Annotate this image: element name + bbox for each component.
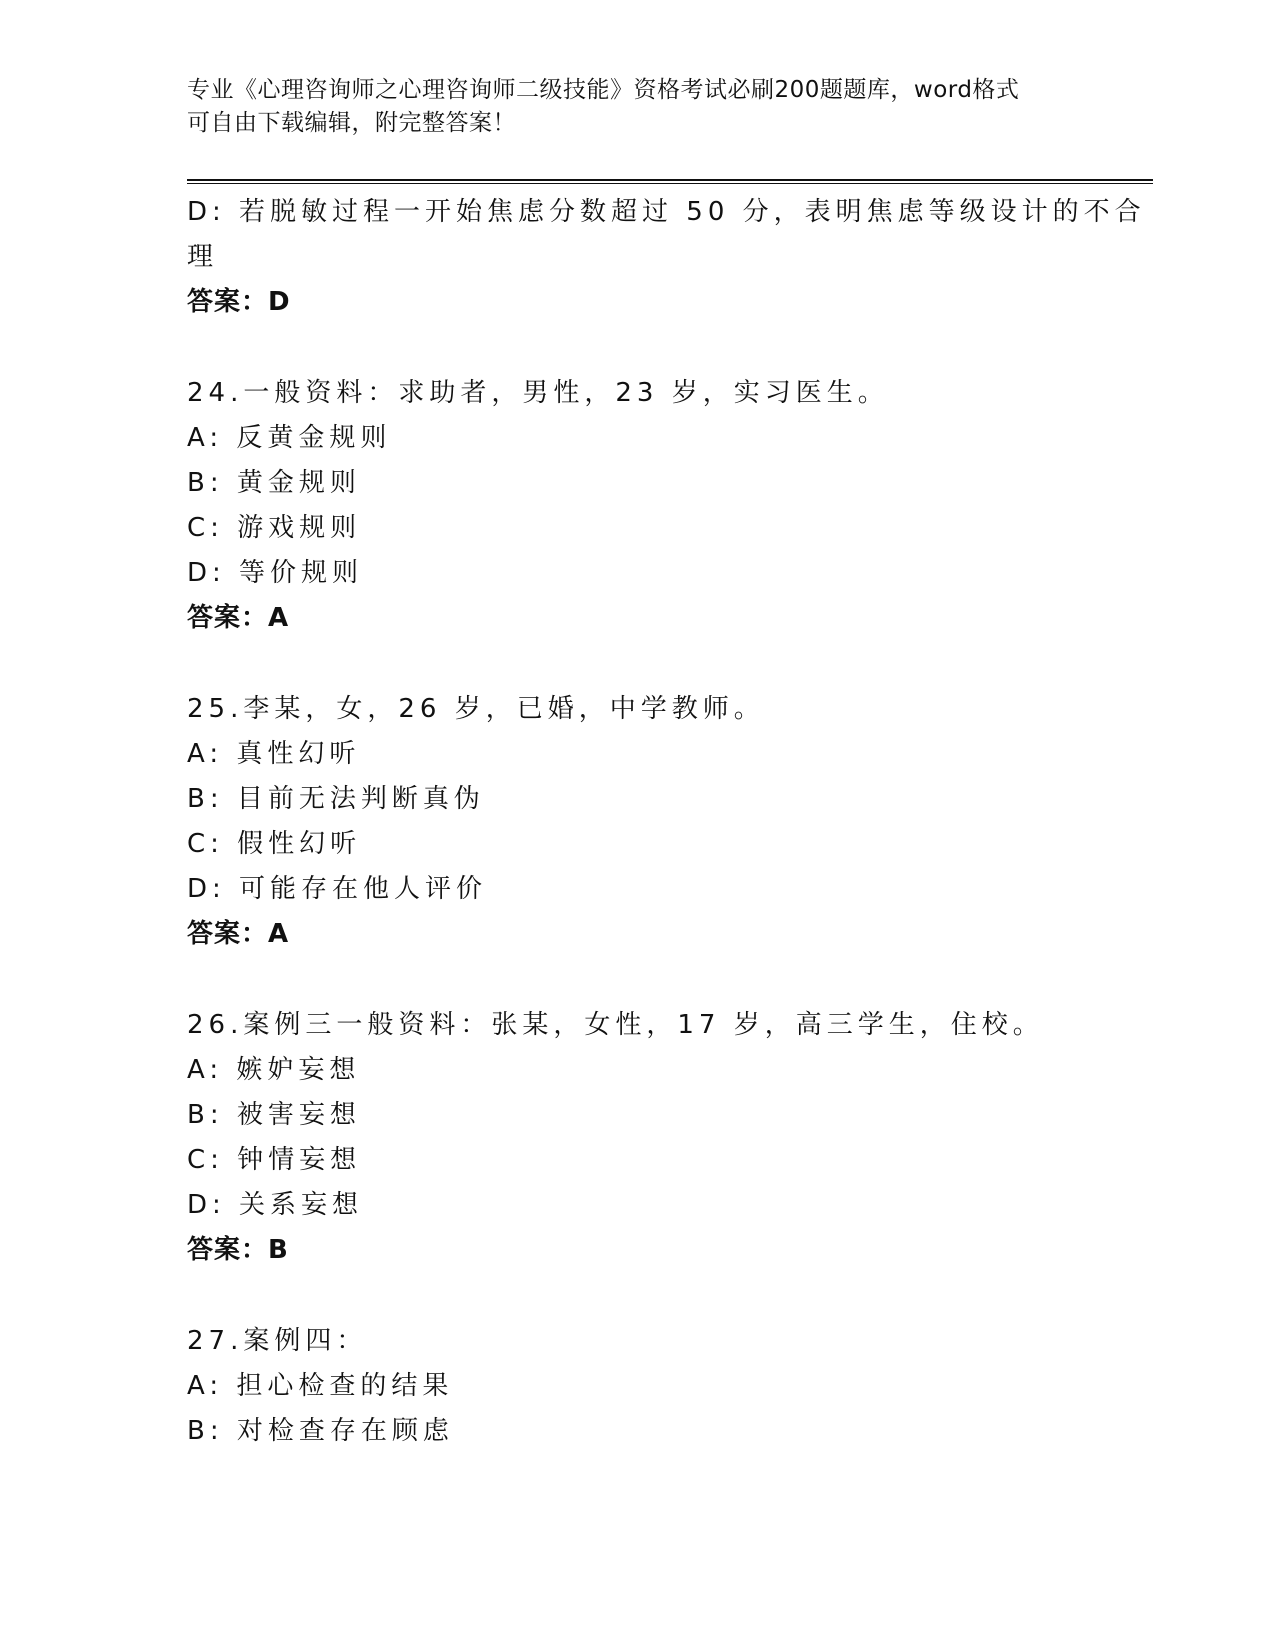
answer-line: 答案：A: [187, 919, 290, 949]
question-block-26: [187, 1003, 1087, 1273]
option-a: A: 真性幻听: [187, 739, 361, 769]
option-b: B: 目前无法判断真伪: [187, 784, 485, 814]
question-stem: 26.案例三一般资料：张某，女性，17 岁，高三学生，住校。: [187, 1010, 1044, 1040]
option-d: D: 关系妄想: [187, 1190, 364, 1220]
spacer: [187, 641, 1087, 687]
question-content: [187, 190, 1146, 1454]
spacer: [187, 325, 1087, 371]
option-d: D: 等价规则: [187, 558, 364, 588]
option-b: B: 对检查存在顾虑: [187, 1416, 454, 1446]
question-block-24: [187, 371, 1087, 641]
answer-line: 答案：D: [187, 287, 291, 317]
spacer: [187, 957, 1087, 1003]
header-line-2: 可自由下载编辑，附完整答案！: [187, 110, 516, 136]
option-c: C: 假性幻听: [187, 829, 362, 859]
answer-line: 答案：B: [187, 1235, 289, 1265]
option-d-fragment-line2: 理: [187, 242, 219, 272]
header-divider-thin: [187, 183, 1153, 184]
question-stem: 27.案例四：: [187, 1326, 368, 1356]
header-line-1: 专业《心理咨询师之心理咨询师二级技能》资格考试必刷200题题库，word格式: [187, 77, 1020, 103]
spacer: [187, 1273, 1087, 1319]
option-c: C: 游戏规则: [187, 513, 362, 543]
option-b: B: 黄金规则: [187, 468, 361, 498]
option-d: D: 可能存在他人评价: [187, 874, 488, 904]
question-stem: 25.李某，女，26 岁，已婚，中学教师。: [187, 694, 765, 724]
option-b: B: 被害妄想: [187, 1100, 361, 1130]
document-header: [187, 74, 1067, 140]
question-stem: 24.一般资料：求助者，男性，23 岁，实习医生。: [187, 378, 889, 408]
question-block-27: [187, 1319, 1087, 1454]
option-a: A: 反黄金规则: [187, 423, 392, 453]
answer-line: 答案：A: [187, 603, 290, 633]
question-block-25: [187, 687, 1087, 957]
option-a: A: 嫉妒妄想: [187, 1055, 361, 1085]
option-d-fragment-line1: D: 若脱敏过程一开始焦虑分数超过 50 分，表明焦虑等级设计的不合: [187, 197, 1146, 227]
option-c: C: 钟情妄想: [187, 1145, 362, 1175]
option-a: A: 担心检查的结果: [187, 1371, 454, 1401]
header-divider-thick: [187, 179, 1153, 181]
